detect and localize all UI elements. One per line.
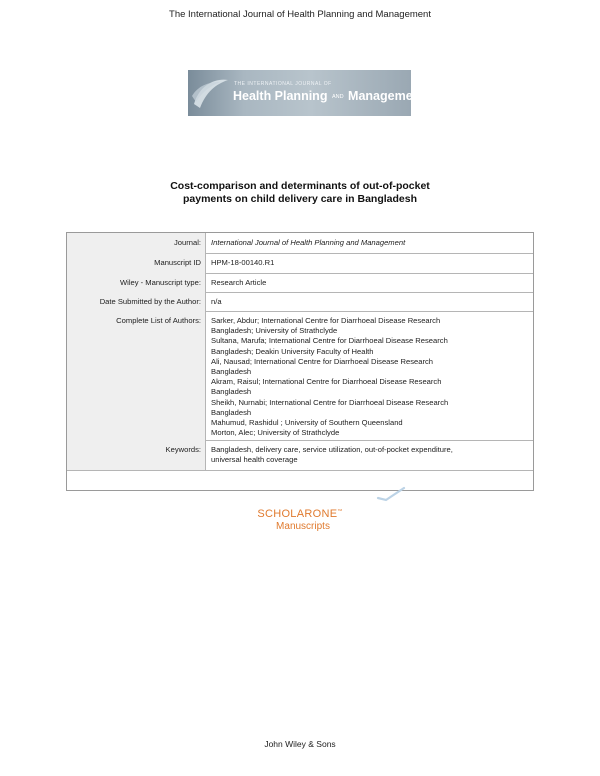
author-line: Bangladesh [211, 367, 252, 377]
paper-title [0, 180, 600, 206]
logo-small-text: THE INTERNATIONAL JOURNAL OF [234, 81, 332, 87]
row-manuscript-id [67, 253, 533, 274]
date-submitted-label: Date Submitted by the Author: [67, 292, 206, 311]
keywords-value: Bangladesh, delivery care, service utilization, out-of-pocket expenditure, universal health coverage [211, 445, 453, 465]
manuscript-type-value: Research Article [211, 278, 267, 287]
keywords-label: Keywords: [67, 440, 206, 470]
journal-value: International Journal of Health Planning and Management [211, 238, 406, 247]
row-authors [67, 311, 533, 441]
manuscript-id-value: HPM-18-00140.R1 [211, 258, 275, 267]
journal-label: Journal: [67, 233, 206, 253]
manuscript-type-label: Wiley - Manuscript type: [67, 273, 206, 292]
manuscript-id-label: Manuscript ID [67, 253, 206, 273]
author-line: Bangladesh; University of Strathclyde [211, 326, 338, 336]
authors-list [211, 316, 529, 438]
author-line: Bangladesh [211, 387, 252, 397]
row-journal [67, 233, 533, 254]
author-line: Sultana, Marufa; International Centre for Diarrhoeal Disease Research [211, 336, 448, 346]
author-line: Mahumud, Rashidul ; University of Southern Queensland [211, 418, 403, 428]
author-line: Morton, Alec; University of Strathclyde [211, 428, 340, 438]
row-date-submitted [67, 292, 533, 312]
swoosh-logo-icon [190, 74, 230, 112]
author-line: Bangladesh [211, 407, 252, 417]
author-line: Bangladesh; Deakin University Faculty of Health [211, 346, 374, 356]
scholarone-logo [0, 508, 600, 532]
publisher-footer: John Wiley & Sons [264, 739, 336, 749]
authors-label: Complete List of Authors: [67, 311, 206, 440]
author-line: Sarker, Abdur; International Centre for Diarrhoeal Disease Research [211, 316, 441, 325]
row-keywords [67, 440, 533, 471]
scholarone-manuscripts: Manuscripts [276, 521, 330, 532]
author-line: Akram, Raisul; International Centre for Diarrhoeal Disease Research [211, 377, 442, 387]
author-line: Sheikh, Nurnabi; International Centre for Diarrhoeal Disease Research [211, 397, 449, 407]
scholarone-brand: SCHOLARONE™ [257, 508, 343, 520]
row-manuscript-type [67, 273, 533, 293]
checkmark-icon [376, 486, 406, 502]
author-line: Ali, Nausad; International Centre for Diarrhoeal Disease Research [211, 356, 434, 366]
title-line-1: Cost-comparison and determinants of out-of-pocket [170, 180, 430, 192]
logo-main-text: Health Planning AND Management [233, 89, 425, 103]
title-line-2: payments on child delivery care in Bangladesh [183, 193, 417, 205]
journal-logo [188, 70, 425, 116]
manuscript-details-table [66, 232, 534, 491]
running-header: The International Journal of Health Planning and Management [169, 9, 431, 20]
date-submitted-value: n/a [211, 297, 222, 306]
